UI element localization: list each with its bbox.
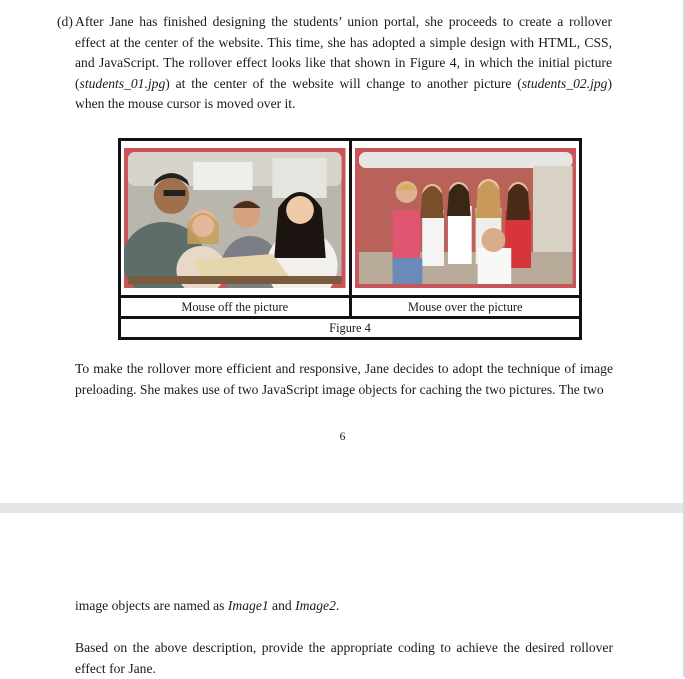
page-separator [0, 503, 685, 513]
figure-4-table [118, 138, 582, 340]
question-d [57, 12, 612, 115]
para3-text-part1: image objects are named as [75, 598, 228, 613]
question-text-part3: ) when the mouse cursor is moved over it. [75, 75, 612, 112]
para3-text-part3: . [335, 598, 340, 613]
image-cell-mouse-over [350, 140, 581, 297]
page-number: 6 [339, 431, 346, 443]
question-text [75, 12, 612, 115]
filename-students-02: students_02.jpg [521, 75, 608, 91]
caption-mouse-over: Mouse over the picture [350, 297, 581, 318]
caption-mouse-off: Mouse off the picture [120, 297, 351, 318]
students-photo-2 [355, 148, 577, 288]
students-photo-1 [124, 148, 346, 288]
paragraph-task: Based on the above description, provide the appropriate coding to achieve the desired rollover effect for Jane. [75, 640, 613, 676]
figure-title: Figure 4 [120, 318, 581, 339]
image-object-name-1: Image1 [227, 598, 269, 613]
paragraph-preloading: To make the rollover more efficient and responsive, Jane decides to adopt the technique of image preloading. She makes use of two JavaScript image objects for caching the two pictures. The two [75, 361, 613, 397]
image-object-name-2: Image2 [295, 598, 336, 613]
question-label: (d) [57, 14, 73, 29]
question-text-part1: After Jane has finished designing the students’ union portal, she proceeds to create a rollover effect at the center of the website. This time, she has adopted a simple design with HTML, CSS, and JavaScript. The rollover effect looks like that shown in Figure 4, in which the initial picture ( [75, 14, 612, 91]
paragraph-image-objects [75, 596, 613, 616]
image-cell-mouse-off [120, 140, 351, 297]
para3-text-part2: and [268, 598, 296, 613]
question-text-part2: ) at the center of the website will change to another picture ( [165, 75, 522, 91]
filename-students-01: students_01.jpg [79, 75, 166, 91]
